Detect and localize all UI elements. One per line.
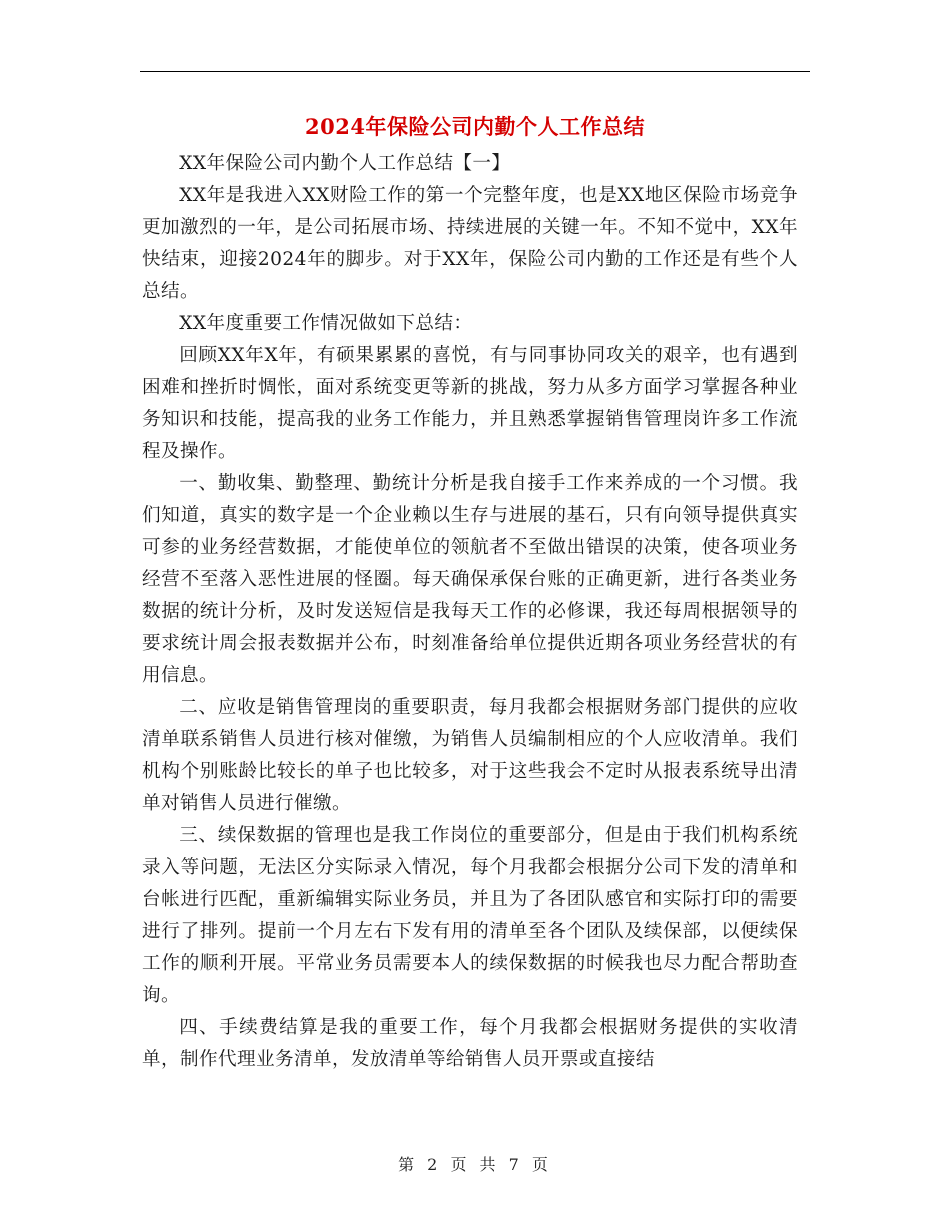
paragraph: 二、应收是销售管理岗的重要职责，每月我都会根据财务部门提供的应收清单联系销售人员进行核对催缴，为销售人员编制相应的个人应收清单。我们机构个别账龄比较长的单子也比较多，对于这些我会不定时从报表系统导出清单对销售人员进行催缴。 (142, 697, 798, 814)
paragraph: 四、手续费结算是我的重要工作，每个月我都会根据财务提供的实收清单，制作代理业务清单，发放清单等给销售人员开票或直接结 (142, 1017, 798, 1070)
document-title: 2024年保险公司内勤个人工作总结 (305, 114, 645, 139)
page-number-footer: 第 2 页 共 7 页 (398, 1155, 552, 1174)
paragraph: 回顾XX年X年，有硕果累累的喜悦，有与同事协同攻关的艰辛，也有遇到困难和挫折时惆怅，面对系统变更等新的挑战，努力从多方面学习掌握各种业务知识和技能，提高我的业务工作能力，并且熟悉掌握销售管理岗许多工作流程及操作。 (142, 345, 798, 462)
paragraph: XX年度重要工作情况做如下总结： (179, 313, 473, 334)
paragraph: 三、续保数据的管理也是我工作岗位的重要部分，但是由于我们机构系统录入等问题，无法区分实际录入情况，每个月我都会根据分公司下发的清单和台帐进行匹配，重新编辑实际业务员，并且为了各团队感官和实际打印的需要进行了排列。提前一个月左右下发有用的清单至各个团队及续保部，以便续保工作的顺利开展。平常业务员需要本人的续保数据的时候我也尽力配合帮助查询。 (142, 825, 798, 1006)
header-rule (140, 71, 810, 72)
section-heading: XX年保险公司内勤个人工作总结【一】 (179, 153, 511, 174)
paragraph: XX年是我进入XX财险工作的第一个完整年度，也是XX地区保险市场竞争更加激烈的一年，是公司拓展市场、持续进展的关键一年。不知不觉中，XX年快结束，迎接2024年的脚步。对于XX年，保险公司内勤的工作还是有些个人总结。 (142, 185, 798, 302)
paragraph: 一、勤收集、勤整理、勤统计分析是我自接手工作来养成的一个习惯。我们知道，真实的数字是一个企业赖以生存与进展的基石，只有向领导提供真实可参的业务经营数据，才能使单位的领航者不至做出错误的决策，使各项业务经营不至落入恶性进展的怪圈。每天确保承保台账的正确更新，进行各类业务数据的统计分析，及时发送短信是我每天工作的必修课，我还每周根据领导的要求统计周会报表数据并公布，时刻准备给单位提供近期各项业务经营状的有用信息。 (142, 473, 798, 686)
document-body (142, 148, 798, 1076)
